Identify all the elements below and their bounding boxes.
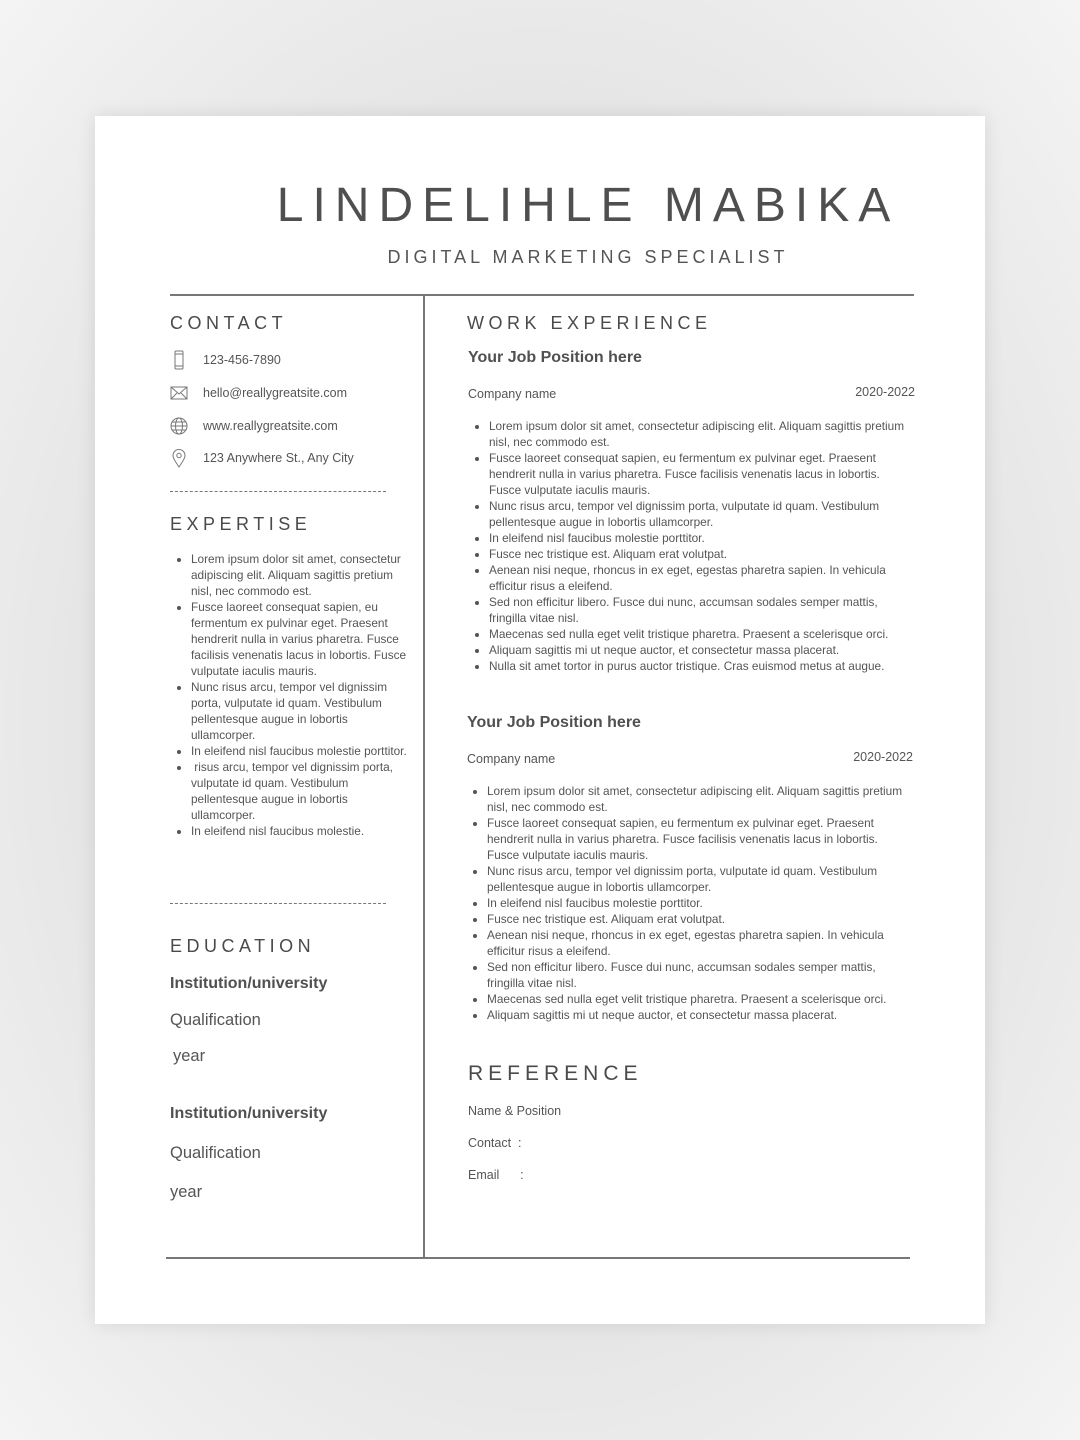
expertise-list xyxy=(170,551,411,839)
contact-email xyxy=(170,383,348,403)
bottom-divider xyxy=(166,1257,910,1259)
top-divider xyxy=(170,294,914,296)
list-item: • Lorem ipsum dolor sit amet, consectetur adipiscing elit. Aliquam sagittis pretium nisl, nec commodo est. xyxy=(191,551,411,599)
contact-address-text: 123 Anywhere St., Any City xyxy=(203,451,354,465)
resume-job-title: DIGITAL MARKETING SPECIALIST xyxy=(387,247,789,267)
reference-contact: Contact : xyxy=(468,1136,522,1150)
list-item: • In eleifend nisl faucibus molestie porttitor. xyxy=(489,530,909,546)
company-name: Company name xyxy=(468,387,557,401)
reference-email: Email : xyxy=(468,1168,524,1182)
reference-heading: REFERENCE xyxy=(468,1062,643,1085)
list-item: • In eleifend nisl faucibus molestie porttitor. xyxy=(191,743,411,759)
list-item: • Fusce nec tristique est. Aliquam erat volutpat. xyxy=(487,911,907,927)
list-item: • Maecenas sed nulla eget velit tristique pharetra. Praesent a scelerisque orci. xyxy=(487,991,907,1007)
reference-name-position: Name & Position xyxy=(468,1104,562,1118)
resume-name: LINDELIHLE MABIKA xyxy=(276,179,900,232)
list-item: • Fusce laoreet consequat sapien, eu fermentum ex pulvinar eget. Praesent hendrerit nulla in varius pharetra. Fusce facilisis venenatis lacus in lobortis. Fusce vulputate iaculis mauris. xyxy=(487,815,907,863)
globe-icon xyxy=(170,416,188,436)
company-name: Company name xyxy=(467,752,556,766)
list-item: • Fusce laoreet consequat sapien, eu fermentum ex pulvinar eget. Praesent hendrerit nulla in varius pharetra. Fusce facilisis venenatis lacus in lobortis. Fusce vulputate iaculis mauris. xyxy=(191,599,411,679)
list-item: • Aenean nisi neque, rhoncus in ex eget, egestas pharetra sapien. In vehicula efficitur risus a eleifend. xyxy=(489,562,909,594)
job-position: Your Job Position here xyxy=(467,714,641,731)
list-item: • Nulla sit amet tortor in purus auctor tristique. Cras euismod metus at augue. xyxy=(489,658,909,674)
list-item: • Lorem ipsum dolor sit amet, consectetur adipiscing elit. Aliquam sagittis pretium nisl, nec commodo est. xyxy=(487,783,907,815)
list-item: • Nunc risus arcu, tempor vel dignissim porta, vulputate id quam. Vestibulum pellentesque augue in lobortis ullamcorper. xyxy=(487,863,907,895)
list-item: • In eleifend nisl faucibus molestie. xyxy=(191,823,411,839)
list-item: • Aliquam sagittis mi ut neque auctor, et consectetur massa placerat. xyxy=(487,1007,907,1023)
resume-page xyxy=(95,116,985,1324)
job-bullets xyxy=(467,783,907,1023)
list-item: • Maecenas sed nulla eget velit tristique pharetra. Praesent a scelerisque orci. xyxy=(489,626,909,642)
phone-icon xyxy=(170,350,188,370)
contact-heading: CONTACT xyxy=(170,313,288,333)
contact-website-text: www.reallygreatsite.com xyxy=(203,419,338,433)
contact-phone xyxy=(170,350,281,370)
list-item: • risus arcu, tempor vel dignissim porta, vulputate id quam. Vestibulum pellentesque augue in lobortis ullamcorper. xyxy=(191,759,411,823)
job-bullets xyxy=(469,418,909,674)
list-item: • In eleifend nisl faucibus molestie porttitor. xyxy=(487,895,907,911)
location-pin-icon xyxy=(170,448,188,468)
contact-phone-text: 123-456-7890 xyxy=(203,353,281,367)
list-item: • Aliquam sagittis mi ut neque auctor, et consectetur massa placerat. xyxy=(489,642,909,658)
job-position: Your Job Position here xyxy=(468,349,642,366)
education-institution: Institution/university xyxy=(170,975,328,992)
list-item: • Lorem ipsum dolor sit amet, consectetur adipiscing elit. Aliquam sagittis pretium nisl, nec commodo est. xyxy=(489,418,909,450)
list-item: • Nunc risus arcu, tempor vel dignissim porta, vulputate id quam. Vestibulum pellentesque augue in lobortis ullamcorper. xyxy=(191,679,411,743)
expertise-separator xyxy=(170,903,386,904)
contact-email-text: hello@reallygreatsite.com xyxy=(203,386,348,400)
list-item: • Fusce laoreet consequat sapien, eu fermentum ex pulvinar eget. Praesent hendrerit nulla in varius pharetra. Fusce facilisis venenatis lacus in lobortis. Fusce vulputate iaculis mauris. xyxy=(489,450,909,498)
contact-separator xyxy=(170,491,386,492)
column-divider xyxy=(423,294,425,1259)
education-year: year xyxy=(173,1047,206,1065)
contact-website xyxy=(170,416,338,436)
list-item: • Sed non efficitur libero. Fusce dui nunc, accumsan sodales semper mattis, fringilla vitae nisl. xyxy=(489,594,909,626)
job-dates: 2020-2022 xyxy=(855,385,915,399)
list-item: • Aenean nisi neque, rhoncus in ex eget, egestas pharetra sapien. In vehicula efficitur risus a eleifend. xyxy=(487,927,907,959)
education-institution: Institution/university xyxy=(170,1105,328,1122)
work-experience-heading: WORK EXPERIENCE xyxy=(467,313,712,333)
list-item: • Sed non efficitur libero. Fusce dui nunc, accumsan sodales semper mattis, fringilla vitae nisl. xyxy=(487,959,907,991)
list-item: • Nunc risus arcu, tempor vel dignissim porta, vulputate id quam. Vestibulum pellentesque augue in lobortis ullamcorper. xyxy=(489,498,909,530)
education-qualification: Qualification xyxy=(170,1011,261,1029)
education-qualification: Qualification xyxy=(170,1144,261,1162)
contact-address xyxy=(170,448,354,468)
list-item: • Fusce nec tristique est. Aliquam erat volutpat. xyxy=(489,546,909,562)
expertise-heading: EXPERTISE xyxy=(170,514,312,534)
education-heading: EDUCATION xyxy=(170,936,316,956)
mail-icon xyxy=(170,383,188,403)
job-dates: 2020-2022 xyxy=(853,750,913,764)
education-year: year xyxy=(170,1183,203,1201)
